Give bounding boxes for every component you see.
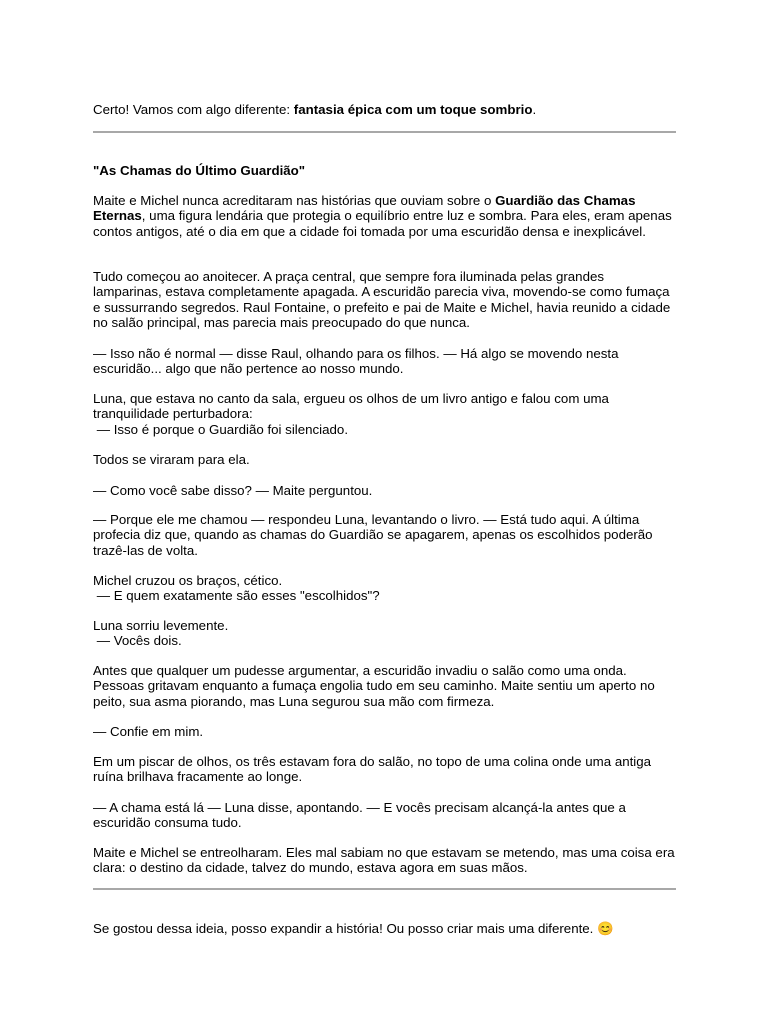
story-paragraph-7: — Porque ele me chamou — respondeu Luna, levantando o livro. — Está tudo aqui. A última profecia diz que, quando as chamas do Guardião se apagarem, apenas os escolhidos poderão trazê-las de volta. bbox=[93, 512, 657, 558]
paragraph-8-line-1: Michel cruzou os braços, cético. bbox=[93, 573, 283, 588]
story-paragraph-5: Todos se viraram para ela. bbox=[93, 452, 250, 467]
story-paragraph-13: — A chama está lá — Luna disse, apontando. — E vocês precisam alcançá-la antes que a escuridão consuma tudo. bbox=[93, 800, 630, 831]
paragraph-1-text: Maite e Michel nunca acreditaram nas histórias que ouviam sobre o bbox=[93, 193, 496, 208]
paragraph-4-line-2: — Isso é porque o Guardião foi silenciado. bbox=[93, 421, 349, 437]
paragraph-1-text-end: , uma figura lendária que protegia o equilíbrio entre luz e sombra. Para eles, eram apenas contos antigos, até o dia em que a cidade foi tomada por uma escuridão densa e inexplicável. bbox=[93, 208, 676, 239]
outro-paragraph: Se gostou dessa ideia, posso expandir a história! Ou posso criar mais uma diferente. 😊 bbox=[93, 921, 614, 936]
story-title: "As Chamas do Último Guardião" bbox=[93, 163, 306, 178]
intro-bold-text: fantasia épica com um toque sombrio bbox=[293, 102, 533, 117]
story-paragraph-11: — Confie em mim. bbox=[93, 724, 204, 739]
story-paragraph-3: — Isso não é normal — disse Raul, olhando para os filhos. — Há algo se movendo nesta escuridão... algo que não pertence ao nosso mundo. bbox=[93, 346, 623, 377]
paragraph-8-line-2: — E quem exatamente são esses "escolhidos"? bbox=[93, 588, 380, 604]
intro-text-end: . bbox=[532, 102, 537, 117]
story-paragraph-4 bbox=[93, 391, 676, 437]
intro-paragraph bbox=[93, 102, 676, 117]
story-paragraph-9 bbox=[93, 618, 676, 649]
bottom-divider bbox=[93, 888, 676, 890]
story-paragraph-12: Em um piscar de olhos, os três estavam fora do salão, no topo de uma colina onde uma antiga ruína brilhava fracamente ao longe. bbox=[93, 754, 655, 785]
top-divider bbox=[93, 131, 676, 133]
story-paragraph-8 bbox=[93, 573, 676, 604]
story-paragraph-1 bbox=[93, 193, 676, 239]
paragraph-9-line-2: — Vocês dois. bbox=[93, 633, 182, 649]
paragraph-9-line-1: Luna sorriu levemente. bbox=[93, 618, 229, 633]
story-paragraph-2: Tudo começou ao anoitecer. A praça central, que sempre fora iluminada pelas grandes lamparinas, estava completamente apagada. A escuridão parecia viva, movendo-se como fumaça e sussurrando segredos. Raul Fontaine, o prefeito e pai de Maite e Michel, havia reunido a cidade no salão principal, mas parecia mais preocupado do que nunca. bbox=[93, 269, 674, 330]
guardian-name-bold: Guardião das Chamas Eternas bbox=[93, 193, 640, 224]
story-paragraph-14: Maite e Michel se entreolharam. Eles mal sabiam no que estavam se metendo, mas uma coisa era clara: o destino da cidade, talvez do mundo, estava agora em suas mãos. bbox=[93, 845, 679, 876]
intro-text: Certo! Vamos com algo diferente: bbox=[93, 102, 294, 117]
story-paragraph-10: Antes que qualquer um pudesse argumentar, a escuridão invadiu o salão como uma onda. Pessoas gritavam enquanto a fumaça engolia tudo em seu caminho. Maite sentiu um aperto no peito, sua asma piorando, mas Luna segurou sua mão com firmeza. bbox=[93, 663, 659, 709]
paragraph-4-line-1: Luna, que estava no canto da sala, ergueu os olhos de um livro antigo e falou com uma tranquilidade perturbadora: bbox=[93, 391, 613, 422]
story-paragraph-6: — Como você sabe disso? — Maite perguntou. bbox=[93, 483, 373, 498]
